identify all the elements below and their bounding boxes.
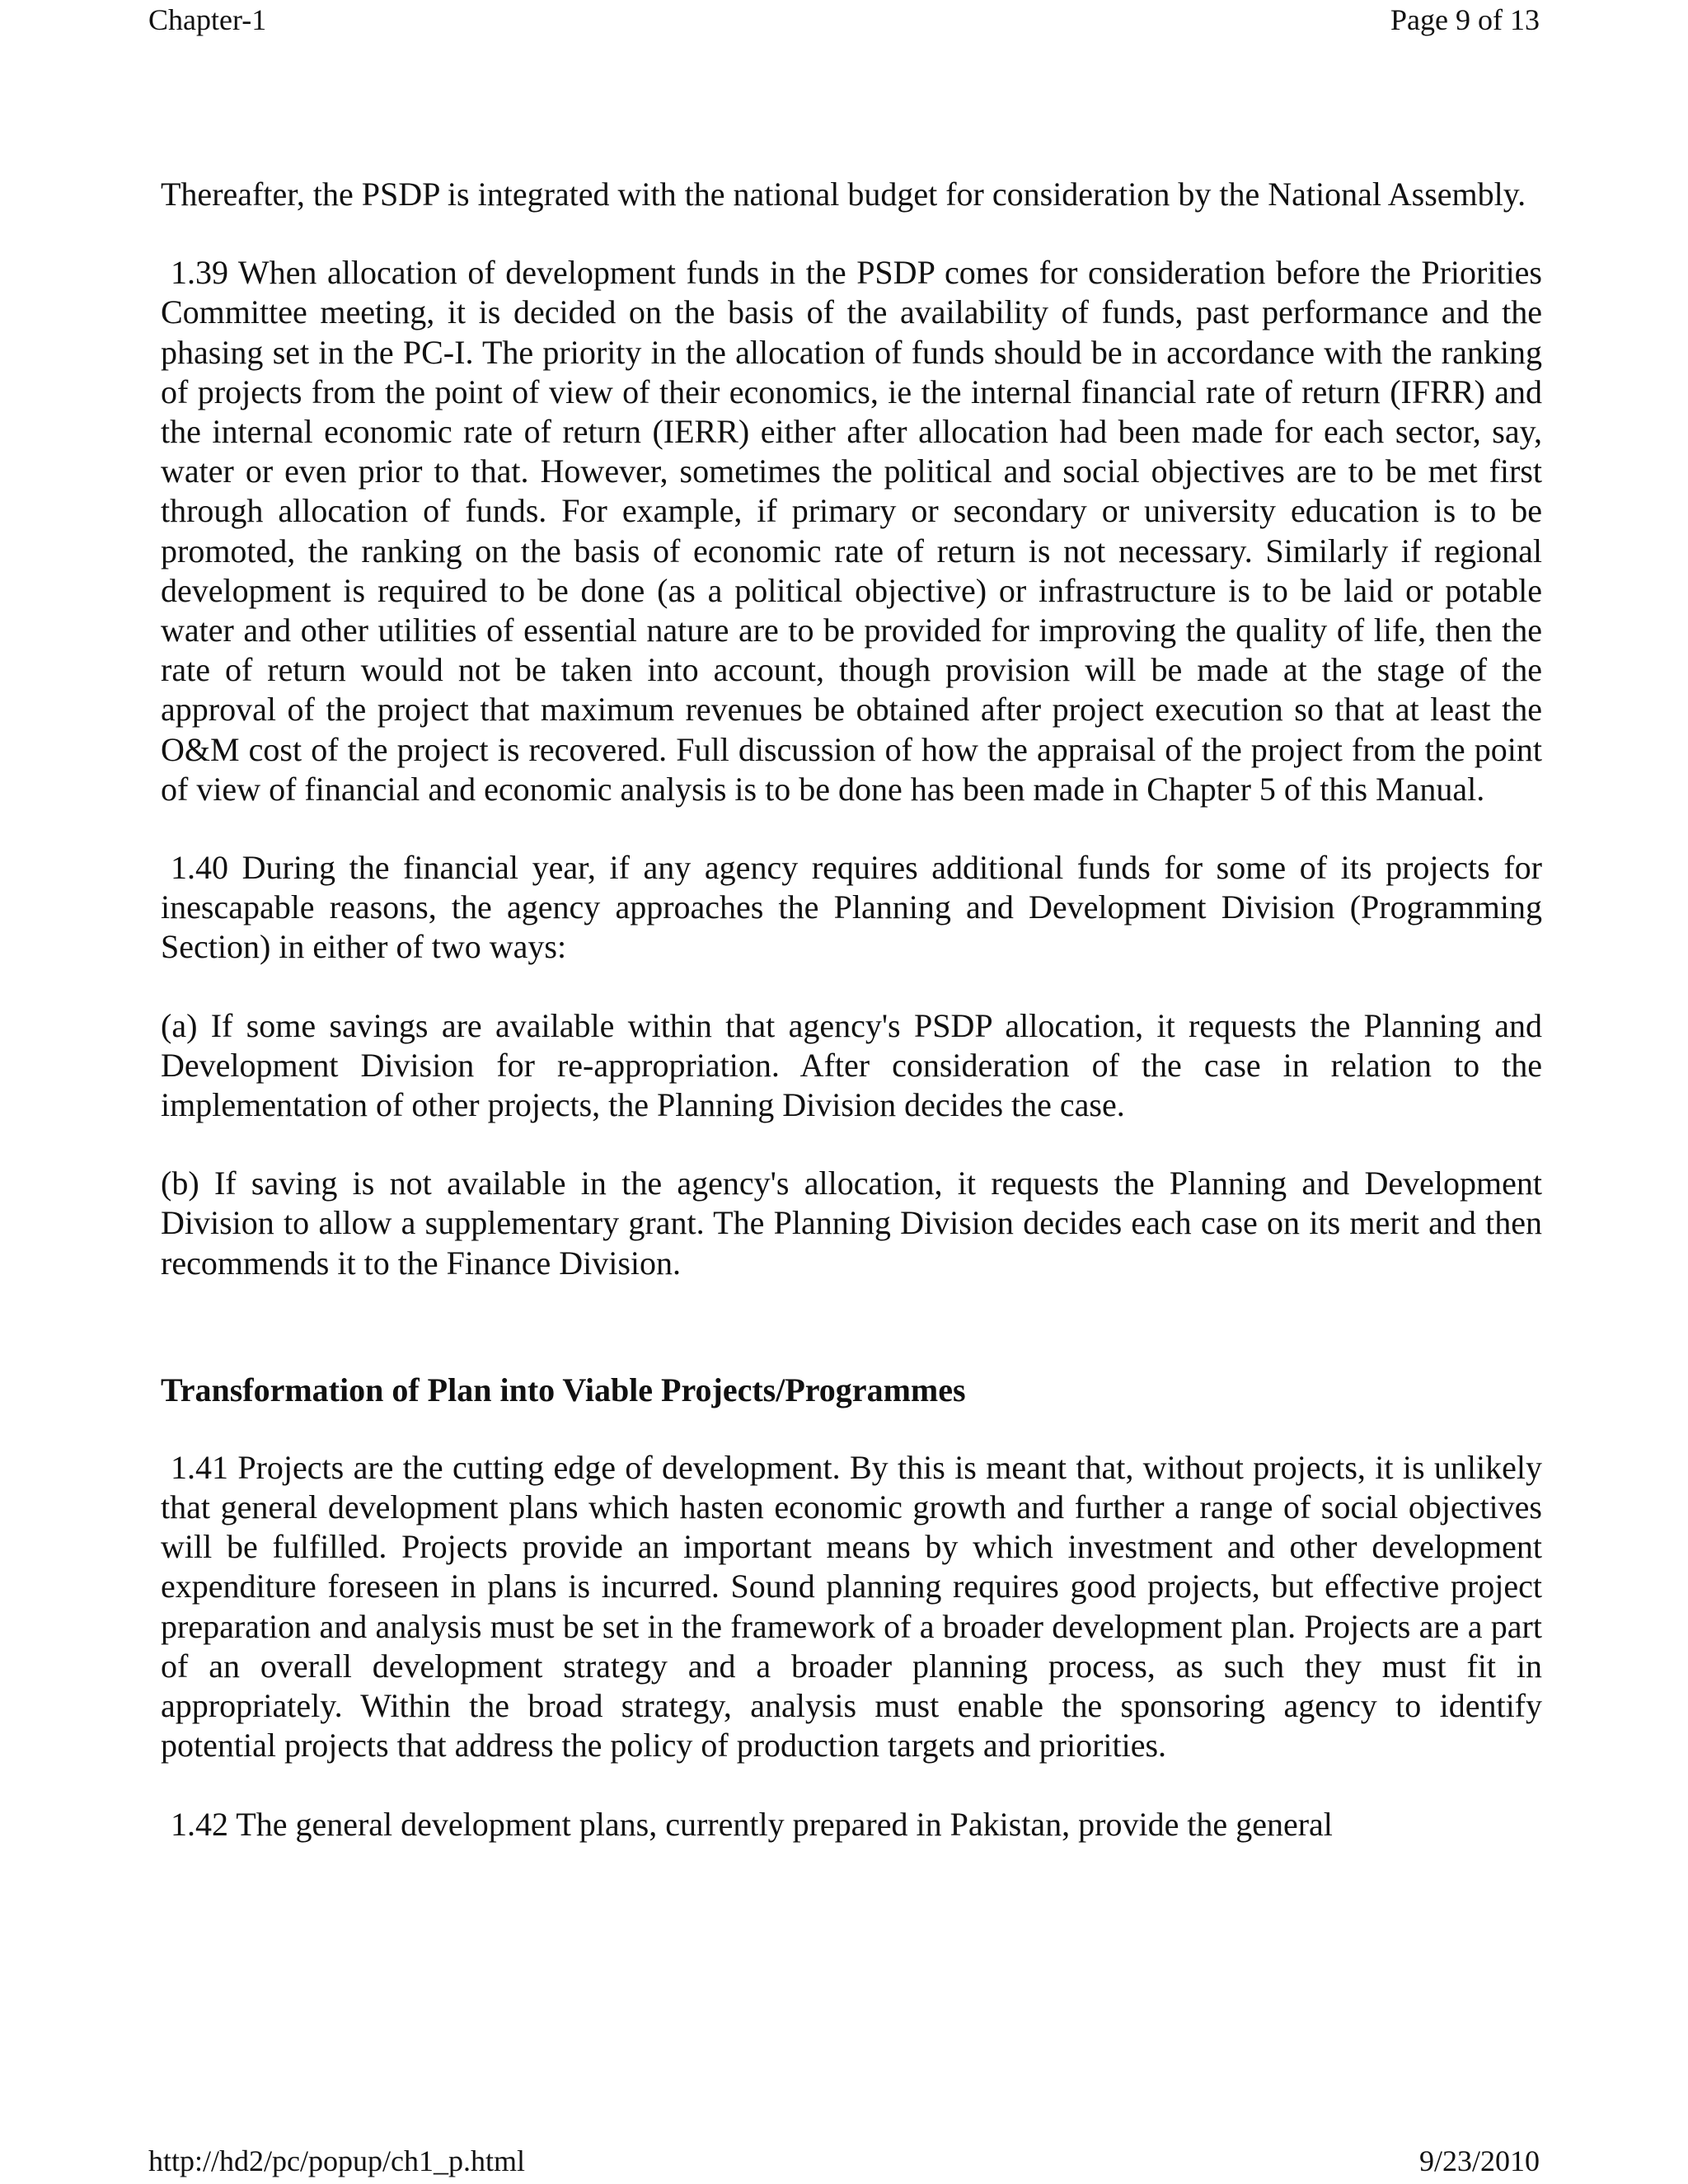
paragraph-1-40-a: (a) If some savings are available within that agency's PSDP allocation, it requests the Planning and Development Division for re-appropriation. After consideration of the case in relation to the implementation of other projects, the Planning Division decides the case.: [161, 1006, 1542, 1124]
paragraph-1-41: 1.41 Projects are the cutting edge of development. By this is meant that, without projects, it is unlikely that general development plans which hasten economic growth and further a range of social objectives will be fulfilled. Projects provide an important means by which investment and other development expenditure foreseen in plans is incurred. Sound planning requires good projects, but effective project preparation and analysis must be set in the framework of a broader development plan. Projects are a part of an overall development strategy and a broader planning process, as such they must fit in appropriately. Within the broad strategy, analysis must enable the sponsoring agency to identify potential projects that address the policy of production targets and priorities.: [161, 1448, 1542, 1765]
paragraph-1-42: 1.42 The general development plans, currently prepared in Pakistan, provide the general: [171, 1805, 1333, 1843]
paragraph-1-40: 1.40 During the financial year, if any agency requires additional funds for some of its projects for inescapable reasons, the agency approaches the Planning and Development Division (Programming Section) in either of two ways:: [161, 849, 1542, 966]
paragraph-1-39: 1.39 When allocation of development funds in the PSDP comes for consideration before the Priorities Committee meeting, it is decided on the basis of the availability of funds, past performance and the phasing set in the PC-I. The priority in the allocation of funds should be in accordance with the ranking of projects from the point of view of their economics, ie the internal financial rate of return (IFRR) and the internal economic rate of return (IERR) either after allocation had been made for each sector, say, water or even prior to that. However, sometimes the political and social objectives are to be met first through allocation of funds. For example, if primary or secondary or university education is to be promoted, the ranking on the basis of economic rate of return is not necessary. Similarly if regional development is required to be done (as a political objective) or infrastructure is to be laid or potable water and other utilities of essential nature are to be provided for improving the quality of life, then the rate of return would not be taken into account, though provision will be made at the stage of the approval of the project that maximum revenues be obtained after project execution so that at least the O&M cost of the project is recovered. Full discussion of how the appraisal of the project from the point of view of financial and economic analysis is to be done has been made in Chapter 5 of this Manual.: [161, 254, 1542, 808]
header-chapter: Chapter-1: [148, 3, 267, 36]
section-heading: Transformation of Plan into Viable Projects/Programmes: [161, 1371, 966, 1408]
paragraph-1-40-b: (b) If saving is not available in the agency's allocation, it requests the Planning and Development Division to allow a supplementary grant. The Planning Division decides each case on its merit and then recommends it to the Finance Division.: [161, 1165, 1542, 1282]
footer-date: 9/23/2010: [1418, 2144, 1540, 2177]
paragraph-intro: Thereafter, the PSDP is integrated with the national budget for consideration by the National Assembly.: [161, 176, 1526, 213]
document-body: [161, 175, 1542, 1883]
header-page-number: Page 9 of 13: [1390, 3, 1540, 36]
footer-url: http://hd2/pc/popup/ch1_p.html: [148, 2144, 525, 2177]
